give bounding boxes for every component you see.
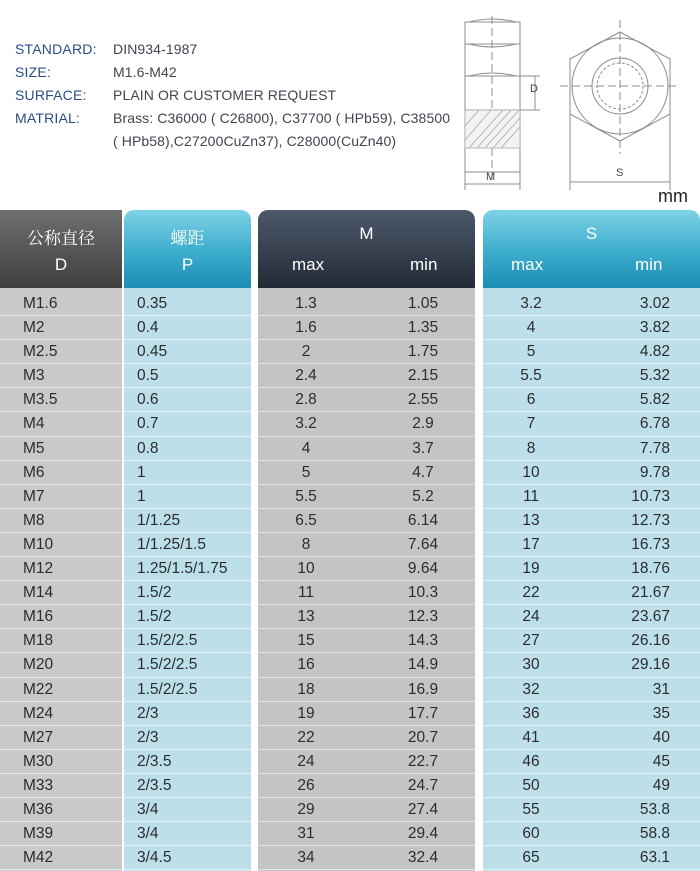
table-row (0, 702, 700, 726)
cell-s-max: 41 (522, 728, 540, 746)
cell-diameter: M2 (23, 319, 45, 337)
spec-value: Brass: C36000 ( C26800), C37700 ( HPb59), C38500 (113, 110, 451, 126)
table-row (0, 437, 700, 461)
spec-row-material-cont (15, 130, 455, 153)
cell-s-min: 49 (652, 776, 670, 794)
spec-row-material (15, 107, 455, 130)
table-row (0, 340, 700, 364)
cell-pitch: 2/3.5 (137, 752, 172, 770)
cell-pitch: 1/1.25 (137, 511, 181, 529)
cell-pitch: 1.5/2 (137, 608, 172, 626)
cell-s-max: 13 (522, 511, 540, 529)
cell-pitch: 3/4 (137, 800, 159, 818)
spec-row-size (15, 61, 455, 84)
table-row (0, 509, 700, 533)
cell-s-max: 46 (522, 752, 540, 770)
cell-m-min: 7.64 (407, 535, 439, 553)
cell-diameter: M39 (23, 825, 54, 843)
spec-row-standard (15, 38, 455, 61)
cell-s-max: 55 (522, 800, 540, 818)
header-m-label: M (359, 224, 374, 243)
table-body (0, 292, 700, 870)
cell-s-max: 10 (522, 463, 540, 481)
cell-m-min: 3.7 (412, 439, 434, 457)
table-row (0, 292, 700, 316)
header-d (0, 210, 122, 288)
cell-s-min: 45 (652, 752, 670, 770)
cell-pitch: 0.35 (137, 295, 168, 312)
table-row (0, 316, 700, 340)
cell-m-min: 14.9 (407, 656, 439, 674)
header-d-symbol: D (54, 255, 68, 274)
table-row (0, 557, 700, 581)
header-d-label: 公称直径 (27, 229, 95, 248)
cell-m-max: 29 (297, 800, 315, 818)
cell-m-min: 24.7 (407, 776, 439, 794)
cell-s-max: 32 (522, 680, 540, 698)
table-row (0, 798, 700, 822)
table-row (0, 412, 700, 436)
header-m-min: min (410, 255, 438, 274)
cell-m-min: 17.7 (407, 704, 439, 722)
hex-nut-front-view-drawing (560, 14, 690, 190)
cell-pitch: 2/3 (137, 728, 159, 746)
cell-diameter: M30 (23, 752, 54, 770)
cell-diameter: M10 (23, 535, 54, 553)
hex-nut-side-view-drawing (455, 14, 565, 190)
spec-value: M1.6-M42 (113, 64, 177, 80)
cell-pitch: 2/3 (137, 704, 159, 722)
cell-s-min: 5.82 (639, 391, 670, 409)
table-row (0, 388, 700, 412)
table-row (0, 726, 700, 750)
dimension-table (0, 210, 700, 871)
table-row (0, 461, 700, 485)
cell-s-max: 60 (522, 825, 540, 843)
cell-pitch: 0.6 (137, 391, 159, 409)
cell-s-max: 6 (526, 391, 536, 409)
cell-m-max: 2.4 (295, 367, 317, 385)
cell-m-max: 6.5 (295, 511, 317, 529)
cell-s-min: 35 (652, 704, 670, 722)
header-s (483, 210, 700, 288)
unit-label: mm (658, 186, 688, 206)
header-p-label: 螺距 (170, 229, 205, 248)
cell-m-min: 4.7 (412, 463, 434, 481)
cell-m-min: 14.3 (407, 632, 439, 650)
cell-m-min: 9.64 (407, 560, 439, 578)
table-row (0, 605, 700, 629)
cell-diameter: M24 (23, 704, 54, 722)
cell-m-min: 10.3 (407, 584, 439, 602)
cell-pitch: 0.8 (137, 439, 159, 457)
drawing-label-m: M (486, 171, 496, 183)
cell-pitch: 1.5/2/2.5 (137, 632, 198, 650)
cell-s-max: 3.2 (520, 295, 542, 312)
cell-m-max: 24 (297, 752, 315, 770)
cell-pitch: 1.5/2 (137, 584, 172, 602)
cell-m-max: 15 (297, 632, 315, 650)
cell-s-min: 18.76 (631, 560, 670, 578)
spec-value: PLAIN OR CUSTOMER REQUEST (113, 87, 337, 103)
cell-s-max: 4 (526, 319, 536, 337)
cell-m-min: 5.2 (412, 487, 434, 505)
cell-s-max: 19 (522, 560, 540, 578)
table-row (0, 629, 700, 653)
cell-pitch: 0.4 (137, 319, 159, 337)
cell-m-max: 10 (297, 560, 315, 578)
drawing-label-s: S (616, 167, 624, 179)
cell-m-min: 1.05 (407, 295, 439, 312)
cell-m-max: 2.8 (295, 391, 317, 409)
cell-s-max: 7 (526, 415, 536, 433)
cell-m-max: 8 (301, 535, 311, 553)
cell-m-min: 6.14 (407, 511, 439, 529)
cell-m-min: 16.9 (407, 680, 439, 698)
cell-m-max: 16 (297, 656, 315, 674)
cell-diameter: M22 (23, 680, 54, 698)
cell-s-min: 12.73 (631, 511, 670, 529)
cell-m-min: 1.35 (407, 319, 439, 337)
cell-s-max: 5.5 (520, 367, 542, 385)
cell-m-max: 1.3 (295, 295, 317, 312)
header-p-symbol: P (181, 255, 194, 274)
cell-diameter: M5 (23, 439, 45, 457)
spec-row-surface (15, 84, 455, 107)
cell-s-min: 21.67 (631, 584, 670, 602)
table-row (0, 364, 700, 388)
cell-m-min: 2.55 (407, 391, 439, 409)
cell-pitch: 1/1.25/1.5 (137, 535, 206, 553)
table-row (0, 485, 700, 509)
cell-s-max: 27 (522, 632, 540, 650)
cell-m-max: 26 (297, 776, 315, 794)
cell-m-min: 20.7 (407, 728, 439, 746)
cell-s-max: 17 (522, 535, 540, 553)
cell-diameter: M8 (23, 511, 45, 529)
cell-pitch: 2/3.5 (137, 776, 172, 794)
cell-s-max: 5 (526, 343, 536, 361)
spec-value: DIN934-1987 (113, 41, 198, 57)
cell-diameter: M3 (23, 367, 45, 385)
cell-m-max: 22 (297, 728, 315, 746)
cell-m-min: 2.15 (407, 367, 439, 385)
cell-m-max: 31 (297, 825, 315, 843)
spec-block (15, 38, 455, 153)
cell-diameter: M33 (23, 776, 54, 794)
cell-s-max: 24 (522, 608, 540, 626)
cell-diameter: M12 (23, 560, 54, 578)
cell-m-min: 32.4 (407, 849, 439, 867)
cell-m-max: 1.6 (295, 319, 317, 337)
spec-key: STANDARD: (15, 41, 97, 57)
header-s-min: min (635, 255, 663, 274)
cell-m-max: 3.2 (295, 415, 317, 433)
cell-pitch: 1.5/2/2.5 (137, 680, 198, 698)
cell-diameter: M14 (23, 584, 54, 602)
cell-s-min: 5.32 (639, 367, 670, 385)
cell-pitch: 3/4.5 (137, 849, 172, 867)
cell-m-max: 13 (297, 608, 315, 626)
cell-pitch: 1 (137, 463, 146, 481)
table-row (0, 846, 700, 870)
cell-pitch: 3/4 (137, 825, 159, 843)
cell-diameter: M2.5 (23, 343, 58, 361)
spec-key: SIZE: (15, 64, 52, 80)
cell-diameter: M3.5 (23, 391, 58, 409)
header-s-max: max (511, 255, 544, 274)
cell-s-max: 8 (526, 439, 536, 457)
cell-diameter: M7 (23, 487, 45, 505)
cell-s-min: 29.16 (631, 656, 670, 674)
cell-pitch: 0.45 (137, 343, 168, 361)
table-row (0, 750, 700, 774)
cell-pitch: 1.25/1.5/1.75 (137, 560, 228, 578)
header-m-max: max (292, 255, 325, 274)
cell-s-min: 40 (652, 728, 670, 746)
cell-m-min: 2.9 (412, 415, 434, 433)
cell-m-max: 5 (301, 463, 311, 481)
cell-s-min: 9.78 (639, 463, 670, 481)
cell-s-min: 10.73 (631, 487, 670, 505)
cell-s-min: 7.78 (639, 439, 670, 457)
table-row (0, 653, 700, 677)
header-p (124, 210, 251, 288)
cell-diameter: M4 (23, 415, 45, 433)
cell-m-min: 27.4 (407, 800, 439, 818)
cell-s-max: 22 (522, 584, 540, 602)
cell-s-min: 31 (652, 680, 670, 698)
cell-s-min: 6.78 (639, 415, 670, 433)
header-s-label: S (585, 224, 598, 243)
row-divider (0, 869, 700, 870)
cell-s-min: 16.73 (631, 535, 670, 553)
cell-diameter: M36 (23, 800, 54, 818)
cell-m-max: 19 (297, 704, 315, 722)
cell-m-max: 5.5 (295, 487, 317, 505)
cell-m-min: 22.7 (407, 752, 439, 770)
cell-s-min: 58.8 (639, 825, 670, 843)
drawing-label-d: D (530, 83, 538, 95)
table-row (0, 581, 700, 605)
spec-key: SURFACE: (15, 87, 87, 103)
table-row (0, 774, 700, 798)
cell-m-min: 1.75 (407, 343, 439, 361)
cell-pitch: 0.5 (137, 367, 159, 385)
cell-m-max: 11 (297, 584, 315, 602)
cell-diameter: M27 (23, 728, 54, 746)
cell-m-min: 12.3 (407, 608, 439, 626)
cell-m-max: 2 (301, 343, 311, 361)
cell-s-min: 3.82 (639, 319, 670, 337)
cell-m-max: 4 (301, 439, 311, 457)
cell-diameter: M18 (23, 632, 54, 650)
cell-diameter: M1.6 (23, 295, 58, 312)
spec-key (15, 130, 113, 153)
cell-m-min: 29.4 (407, 825, 439, 843)
cell-diameter: M20 (23, 656, 54, 674)
cell-m-max: 18 (297, 680, 315, 698)
table-row (0, 678, 700, 702)
cell-diameter: M16 (23, 608, 54, 626)
cell-pitch: 0.7 (137, 415, 159, 433)
cell-diameter: M42 (23, 849, 54, 867)
cell-m-max: 34 (297, 849, 315, 867)
cell-s-min: 26.16 (631, 632, 670, 650)
cell-s-max: 11 (522, 487, 540, 505)
spec-value: ( HPb58),C27200CuZn37), C28000(CuZn40) (113, 133, 397, 149)
cell-diameter: M6 (23, 463, 45, 481)
cell-s-min: 3.02 (639, 295, 670, 312)
cell-s-max: 65 (522, 849, 540, 867)
cell-pitch: 1.5/2/2.5 (137, 656, 198, 674)
spec-key: MATRIAL: (15, 110, 81, 126)
cell-s-min: 4.82 (639, 343, 670, 361)
table-row (0, 822, 700, 846)
cell-s-max: 30 (522, 656, 540, 674)
cell-pitch: 1 (137, 487, 146, 505)
cell-s-max: 50 (522, 776, 540, 794)
cell-s-max: 36 (522, 704, 540, 722)
cell-s-min: 63.1 (639, 849, 670, 867)
table-row (0, 533, 700, 557)
cell-s-min: 23.67 (631, 608, 670, 626)
header-m (258, 210, 475, 288)
cell-s-min: 53.8 (639, 800, 670, 818)
